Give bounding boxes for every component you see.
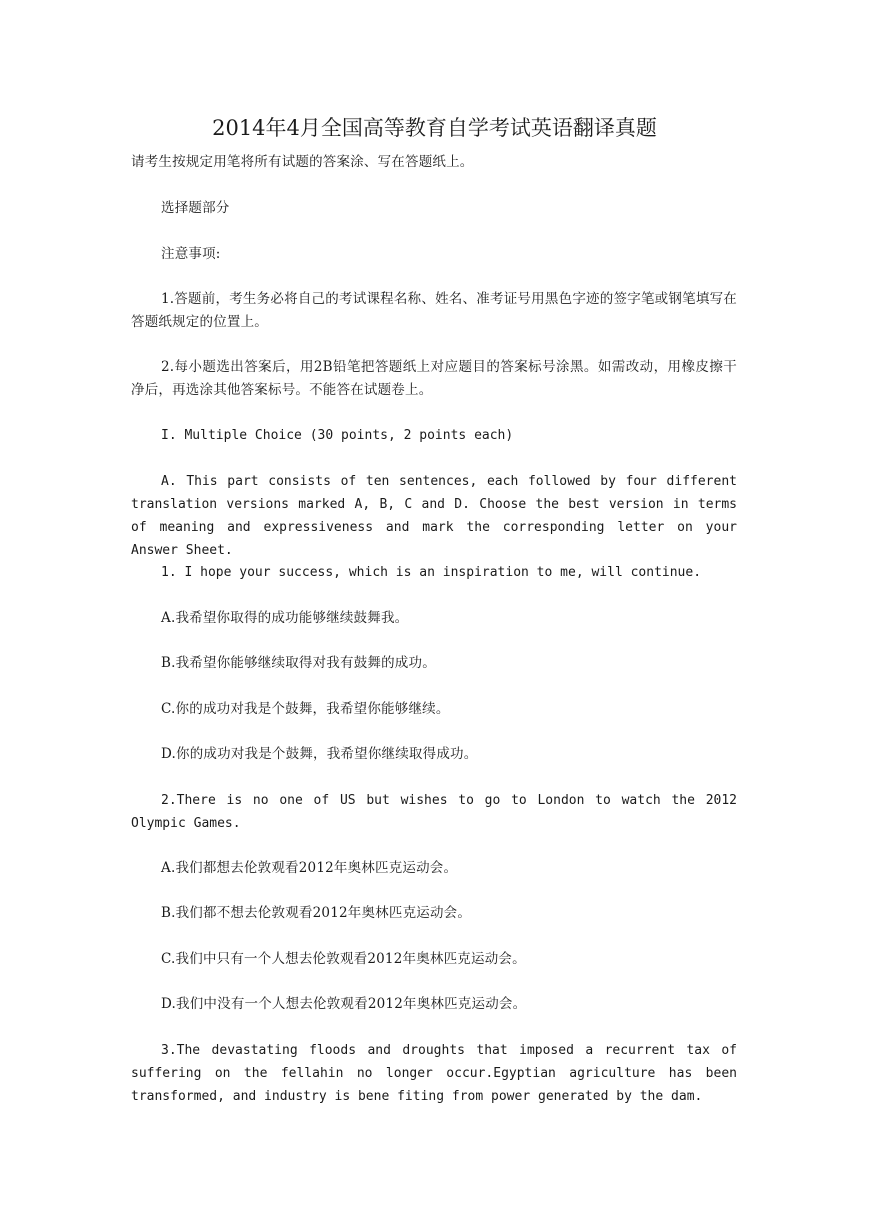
question-2-stem: 2.There is no one of US but wishes to go to London to watch the 2012 Olympic Games.: [131, 793, 737, 831]
question-2-option-a: A.我们都想去伦敦观看2012年奥林匹克运动会。: [161, 860, 458, 876]
question-1-option-d: D.你的成功对我是个鼓舞，我希望你继续取得成功。: [161, 746, 478, 762]
notes-heading: 注意事项:: [161, 246, 221, 262]
part-a-directions: A. This part consists of ten sentences, each followed by four different translation versions marked A, B, C and D. Choose the best version in terms of meaning and expressiveness and mark the corresponding letter on your Answer Sheet.: [131, 474, 737, 558]
question-1-stem: 1. I hope your success, which is an inspiration to me, will continue.: [161, 565, 702, 580]
question-2-option-b: B.我们都不想去伦敦观看2012年奥林匹克运动会。: [161, 905, 472, 921]
note-item-2: 2.每小题选出答案后，用2B铅笔把答题纸上对应题目的答案标号涂黑。如需改动，用橡皮擦干净后，再选涂其他答案标号。不能答在试题卷上。: [131, 359, 737, 398]
part-heading: I. Multiple Choice (30 points, 2 points each): [161, 428, 514, 443]
question-3-stem: 3.The devastating floods and droughts that imposed a recurrent tax of suffering on the fellahin no longer occur.Egyptian agriculture has been transformed, and industry is bene fiting from power generated by the dam.: [131, 1043, 737, 1104]
question-2-option-d: D.我们中没有一个人想去伦敦观看2012年奥林匹克运动会。: [161, 996, 527, 1012]
question-1-option-c: C.你的成功对我是个鼓舞，我希望你能够继续。: [161, 701, 450, 717]
question-1-option-b: B.我希望你能够继续取得对我有鼓舞的成功。: [161, 655, 436, 671]
question-2-option-c: C.我们中只有一个人想去伦敦观看2012年奥林匹克运动会。: [161, 951, 526, 967]
section-label: 选择题部分: [161, 200, 230, 216]
note-item-1: 1.答题前，考生务必将自己的考试课程名称、姓名、准考证号用黑色字迹的签字笔或钢笔填写在答题纸规定的位置上。: [131, 291, 737, 330]
question-1-option-a: A.我希望你取得的成功能够继续鼓舞我。: [161, 610, 409, 626]
document-title: 2014年4月全国高等教育自学考试英语翻译真题: [212, 116, 657, 140]
exam-instruction: 请考生按规定用笔将所有试题的答案涂、写在答题纸上。: [131, 154, 474, 170]
